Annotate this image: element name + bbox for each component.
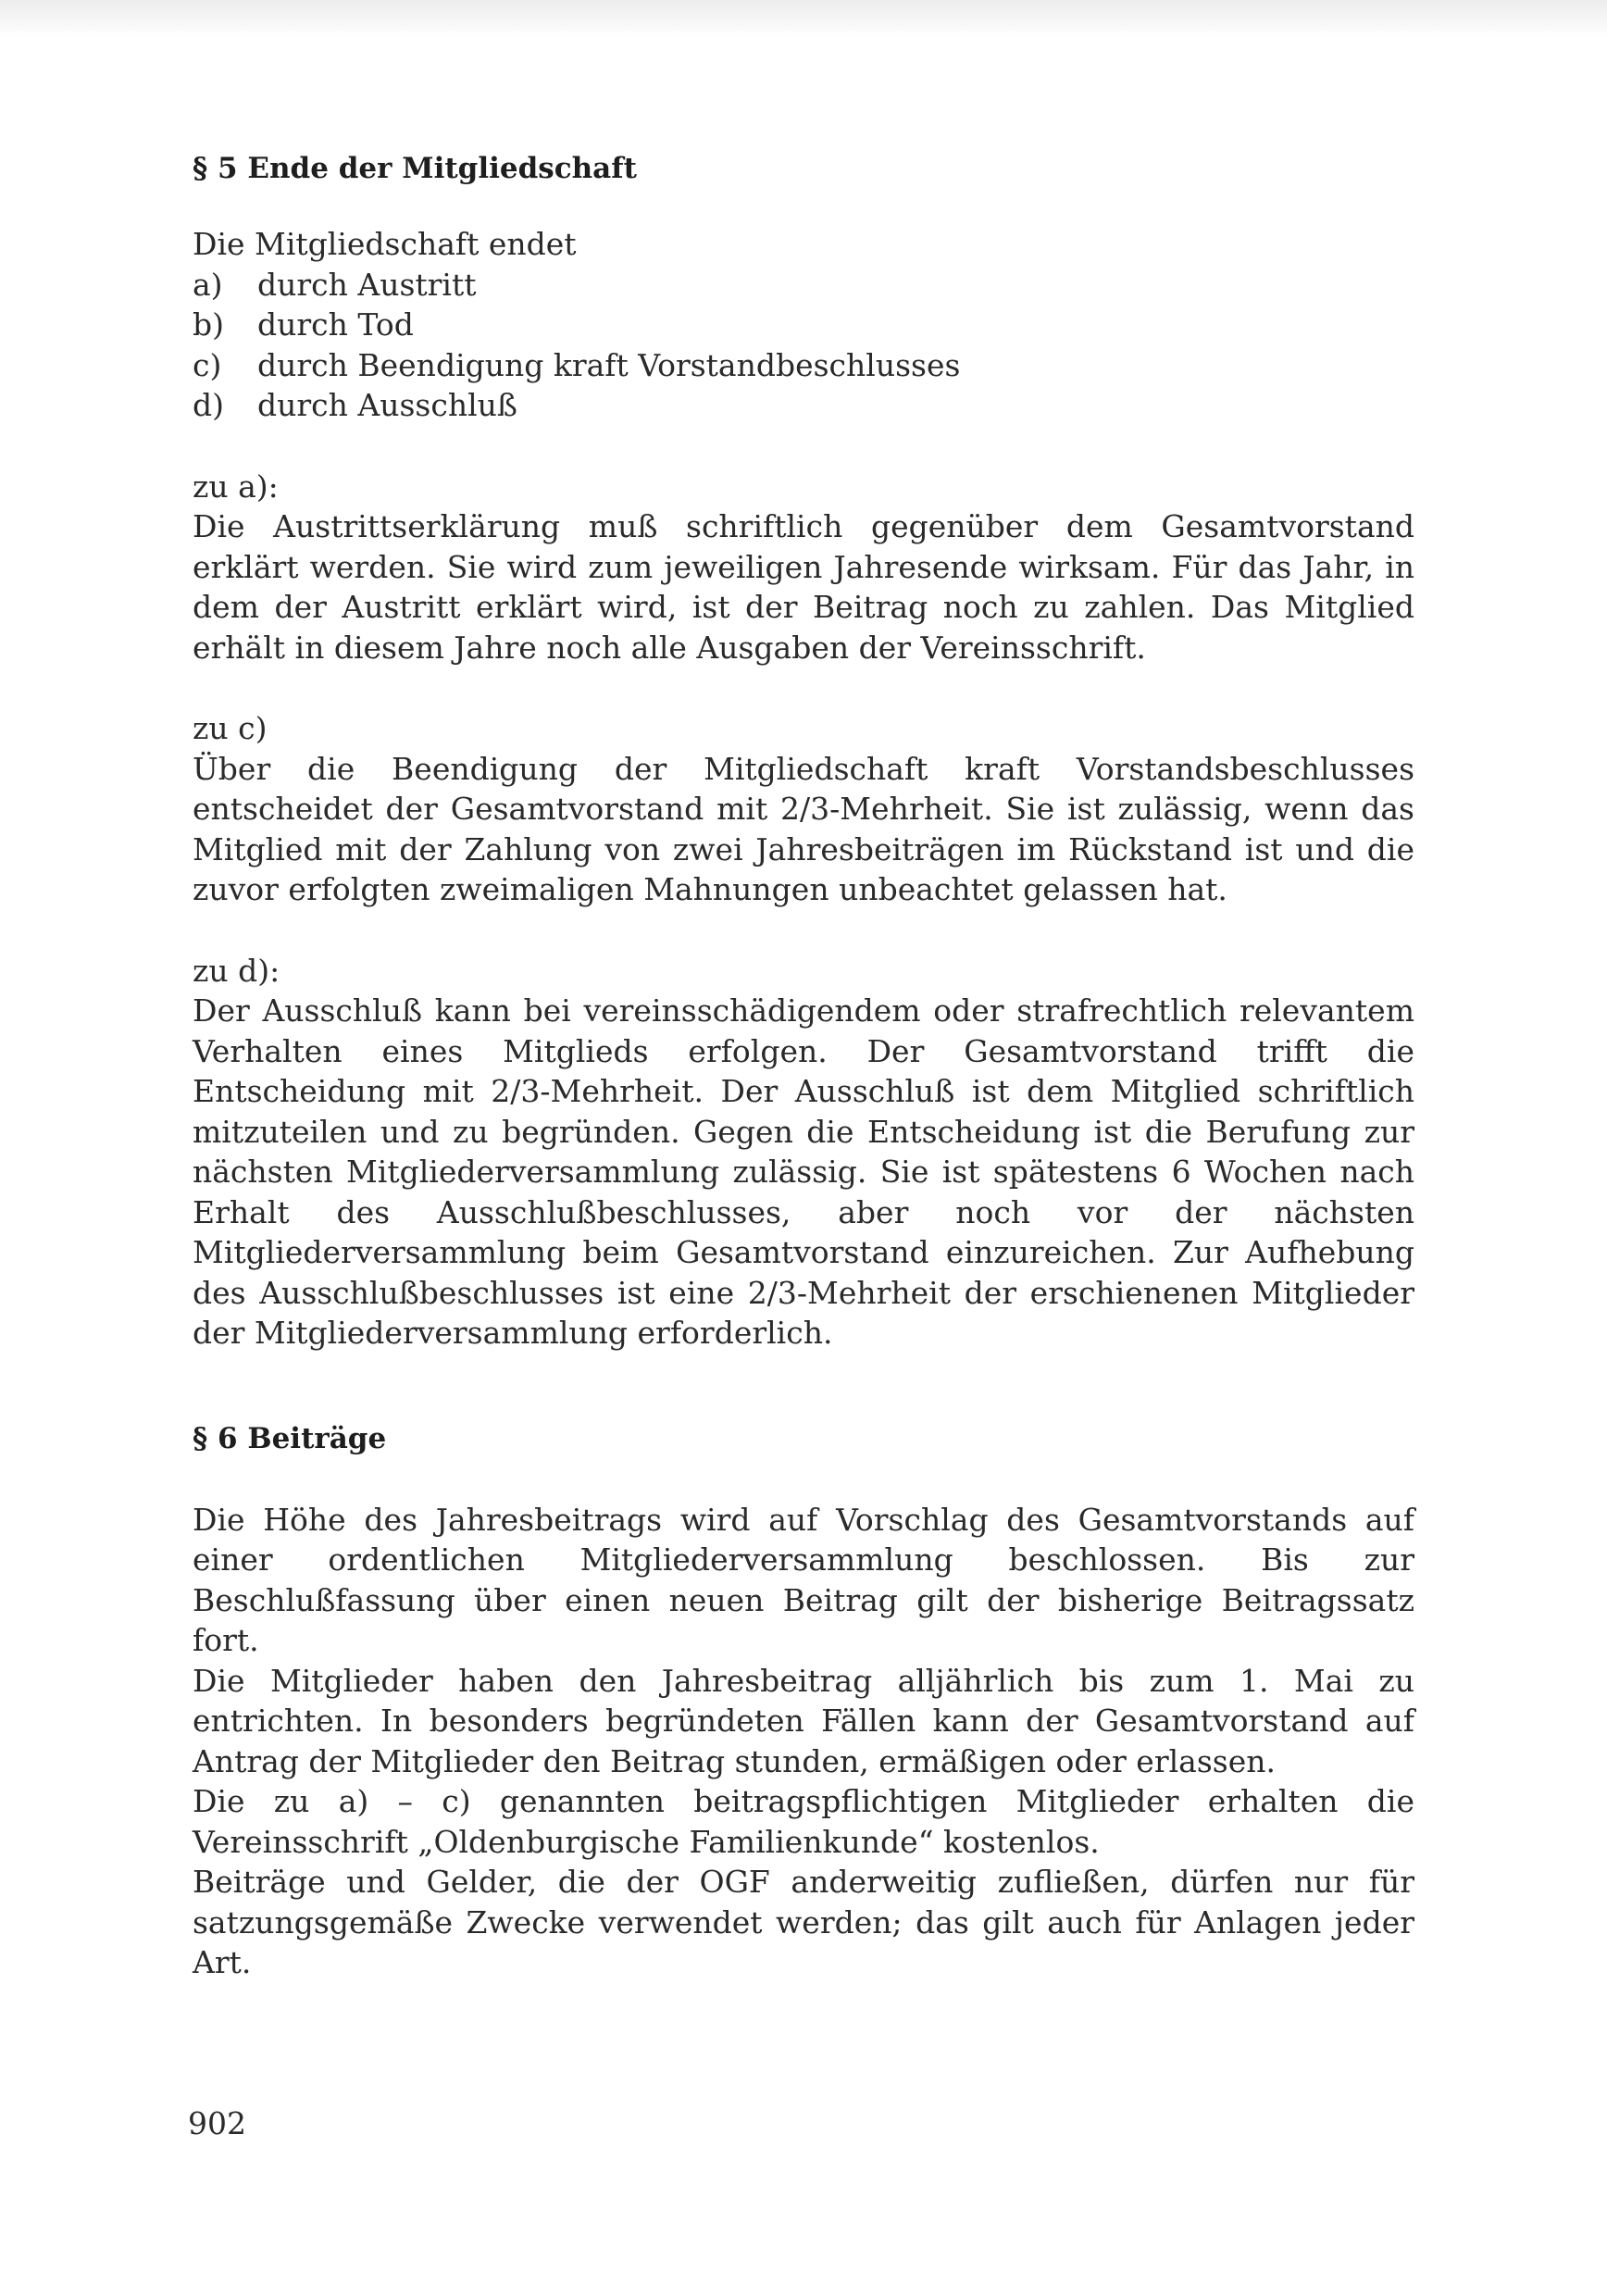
zu-d-label: zu d): [193,952,280,989]
list-item [193,345,1414,386]
zu-a-paragraph: Die Austrittserklärung muß schriftlich gegenüber dem Gesamtvorstand erklärt werden. Sie wird zum jeweiligen Jahresende wirksam. Für das Jahr, in dem der Austritt erklärt wird, ist der Beitrag noch zu zahlen. Das Mitglied erhält in diesem Jahre noch alle Ausgaben der Vereinsschrift. [193,508,1414,666]
list-item [193,265,1414,306]
list-item-mark: c) [193,346,222,383]
section-5-heading: § 5 Ende der Mitgliedschaft [193,152,637,185]
membership-ends-intro: Die Mitgliedschaft endet [193,226,577,262]
page-top-shadow [0,0,1607,39]
zu-c-label: zu c) [193,710,268,746]
section-6-paragraph: Beiträge und Gelder, die der OGF anderweitig zufließen, dürfen nur für satzungsgemäße Zwecke verwendet werden; das gilt auch für Anlagen jeder Art. [193,1864,1414,1980]
zu-c-paragraph: Über die Beendigung der Mitgliedschaft kraft Vorstandsbeschlusses entscheidet der Gesamtvorstand mit 2/3-Mehrheit. Sie ist zulässig, wenn das Mitglied mit der Zahlung von zwei Jahresbeiträgen im Rückstand ist und die zuvor erfolgten zweimaligen Mahnungen unbeachtet gelassen hat. [193,750,1414,907]
list-item-text: durch Ausschluß [257,387,517,423]
membership-end-list [193,265,1414,426]
list-item-text: durch Beendigung kraft Vorstandbeschlusses [257,346,961,383]
section-6-paragraph: Die Mitglieder haben den Jahresbeitrag alljährlich bis zum 1. Mai zu entrichten. In besonders begründeten Fällen kann der Gesamtvorstand auf Antrag der Mitglieder den Beitrag stunden, ermäßigen oder erlassen. [193,1662,1414,1779]
list-item [193,305,1414,345]
document-page [193,139,1414,1983]
list-item-text: durch Tod [257,306,414,343]
list-item-mark: b) [193,306,224,343]
list-item-text: durch Austritt [257,266,477,303]
list-item [193,385,1414,426]
zu-d-paragraph: Der Ausschluß kann bei vereinsschädigendem oder strafrechtlich relevantem Verhalten eines Mitglieds erfolgen. Der Gesamtvorstand trifft die Entscheidung mit 2/3-Mehrheit. Der Ausschluß ist dem Mitglied schriftlich mitzuteilen und zu begründen. Gegen die Entscheidung ist die Berufung zur nächsten Mitgliederversammlung zulässig. Sie ist spätestens 6 Wochen nach Erhalt des Ausschlußbeschlusses, aber noch vor der nächsten Mitgliederversammlung beim Gesamtvorstand einzureichen. Zur Aufhebung des Ausschlußbeschlusses ist eine 2/3-Mehrheit der erschienenen Mitglieder der Mitgliederversammlung erforderlich. [193,992,1414,1351]
list-item-mark: d) [193,387,224,423]
section-6-paragraph: Die zu a) – c) genannten beitragspflichtigen Mitglieder erhalten die Vereinsschrift „Oldenburgische Familienkunde“ kostenlos. [193,1783,1414,1860]
page-number: 902 [188,2105,246,2141]
list-item-mark: a) [193,266,223,303]
section-6-paragraph: Die Höhe des Jahresbeitrags wird auf Vorschlag des Gesamtvorstands auf einer ordentlichen Mitgliederversammlung beschlossen. Bis zur Beschlußfassung über einen neuen Beitrag gilt der bisherige Beitragssatz fort. [193,1501,1414,1658]
zu-a-label: zu a): [193,468,279,505]
section-6-heading: § 6 Beiträge [193,1421,387,1455]
